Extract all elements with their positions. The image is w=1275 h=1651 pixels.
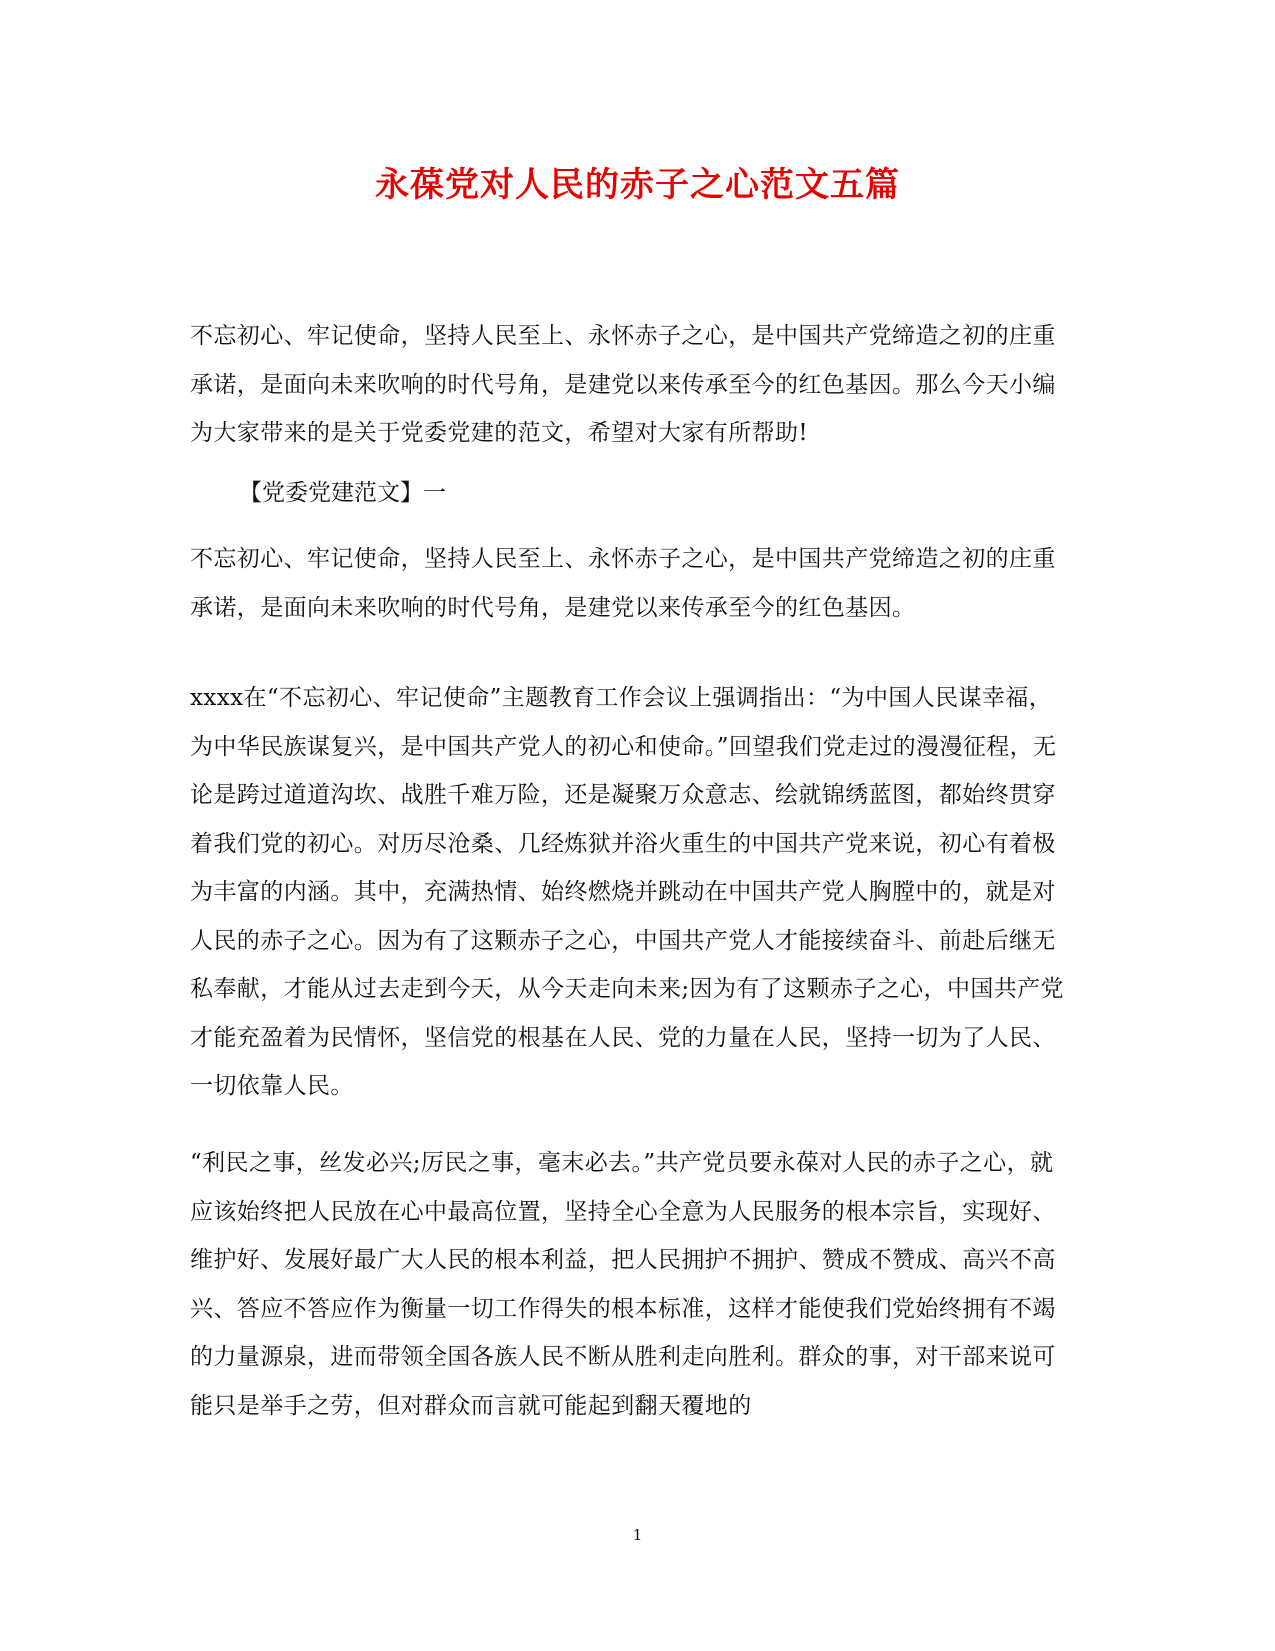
body-paragraph-1: 不忘初心、牢记使命，坚持人民至上、永怀赤子之心，是中国共产党缔造之初的庄重承诺，是面向未来吹响的时代号角，是建党以来传承至今的红色基因。: [190, 546, 1056, 621]
page-number: 1: [632, 1526, 643, 1544]
intro-paragraph: 不忘初心、牢记使命，坚持人民至上、永怀赤子之心，是中国共产党缔造之初的庄重承诺，是面向未来吹响的时代号角，是建党以来传承至今的红色基因。那么今天小编为大家带来的是关于党委党建的范文，希望对大家有所帮助!: [190, 323, 1056, 446]
page-title: 永葆党对人民的赤子之心范文五篇: [375, 165, 900, 205]
body-paragraph-3: “利民之事，丝发必兴;厉民之事，毫末必去。”共产党员要永葆对人民的赤子之心，就应该始终把人民放在心中最高位置，坚持全心全意为人民服务的根本宗旨，实现好、维护好、发展好最广大人民的根本利益，把人民拥护不拥护、赞成不赞成、高兴不高兴、答应不答应作为衡量一切工作得失的根本标准，这样才能使我们党始终拥有不竭的力量源泉，进而带领全国各族人民不断从胜利走向胜利。群众的事，对干部来说可能只是举手之劳，但对群众而言就可能起到翻天覆地的: [190, 1150, 1056, 1419]
section-heading: 【党委党建范文】一: [239, 480, 446, 506]
body-paragraph-2: xxxx在“不忘初心、牢记使命”主题教育工作会议上强调指出：“为中国人民谋幸福，为中华民族谋复兴，是中国共产党人的初心和使命。”回望我们党走过的漫漫征程，无论是跨过道道沟坎、战胜千难万险，还是凝聚万众意志、绘就锦绣蓝图，都始终贯穿着我们党的初心。对历尽沧桑、几经炼狱并浴火重生的中国共产党来说，初心有着极为丰富的内涵。其中，充满热情、始终燃烧并跳动在中国共产党人胸膛中的，就是对人民的赤子之心。因为有了这颗赤子之心，中国共产党人才能接续奋斗、前赴后继无私奉献，才能从过去走到今天，从今天走向未来;因为有了这颗赤子之心，中国共产党才能充盈着为民情怀，坚信党的根基在人民、党的力量在人民，坚持一切为了人民、一切依靠人民。: [190, 685, 1064, 1099]
